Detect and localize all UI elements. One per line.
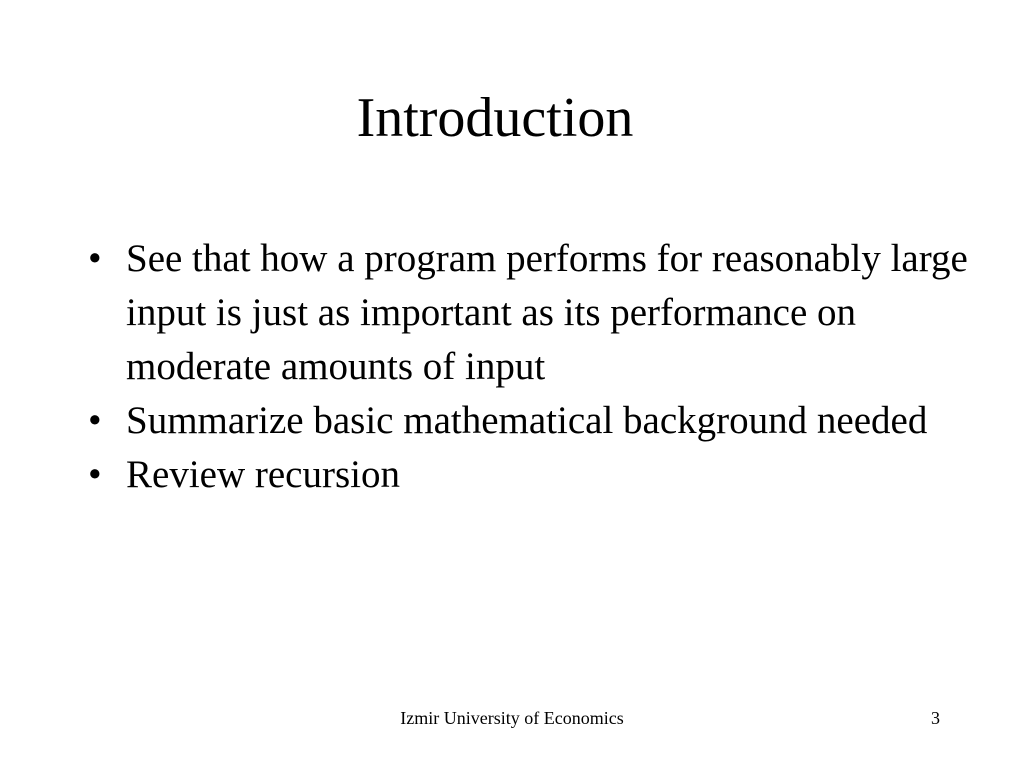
bullet-symbol: • [88, 237, 102, 280]
bullet-item [88, 394, 968, 448]
bullet-text: Review recursion [126, 453, 400, 496]
bullet-symbol: • [88, 399, 102, 442]
bullet-text: Summarize basic mathematical background needed [126, 399, 928, 442]
bullet-list [88, 232, 968, 502]
page-number: 3 [931, 708, 940, 728]
bullet-text: See that how a program performs for reasonably large input is just as important as its performance on moderate amounts of input [126, 237, 968, 388]
bullet-symbol: • [88, 453, 102, 496]
footer-institution: Izmir University of Economics [400, 708, 624, 728]
bullet-item [88, 448, 968, 502]
bullet-item [88, 232, 968, 394]
slide-title: Introduction [356, 87, 634, 149]
